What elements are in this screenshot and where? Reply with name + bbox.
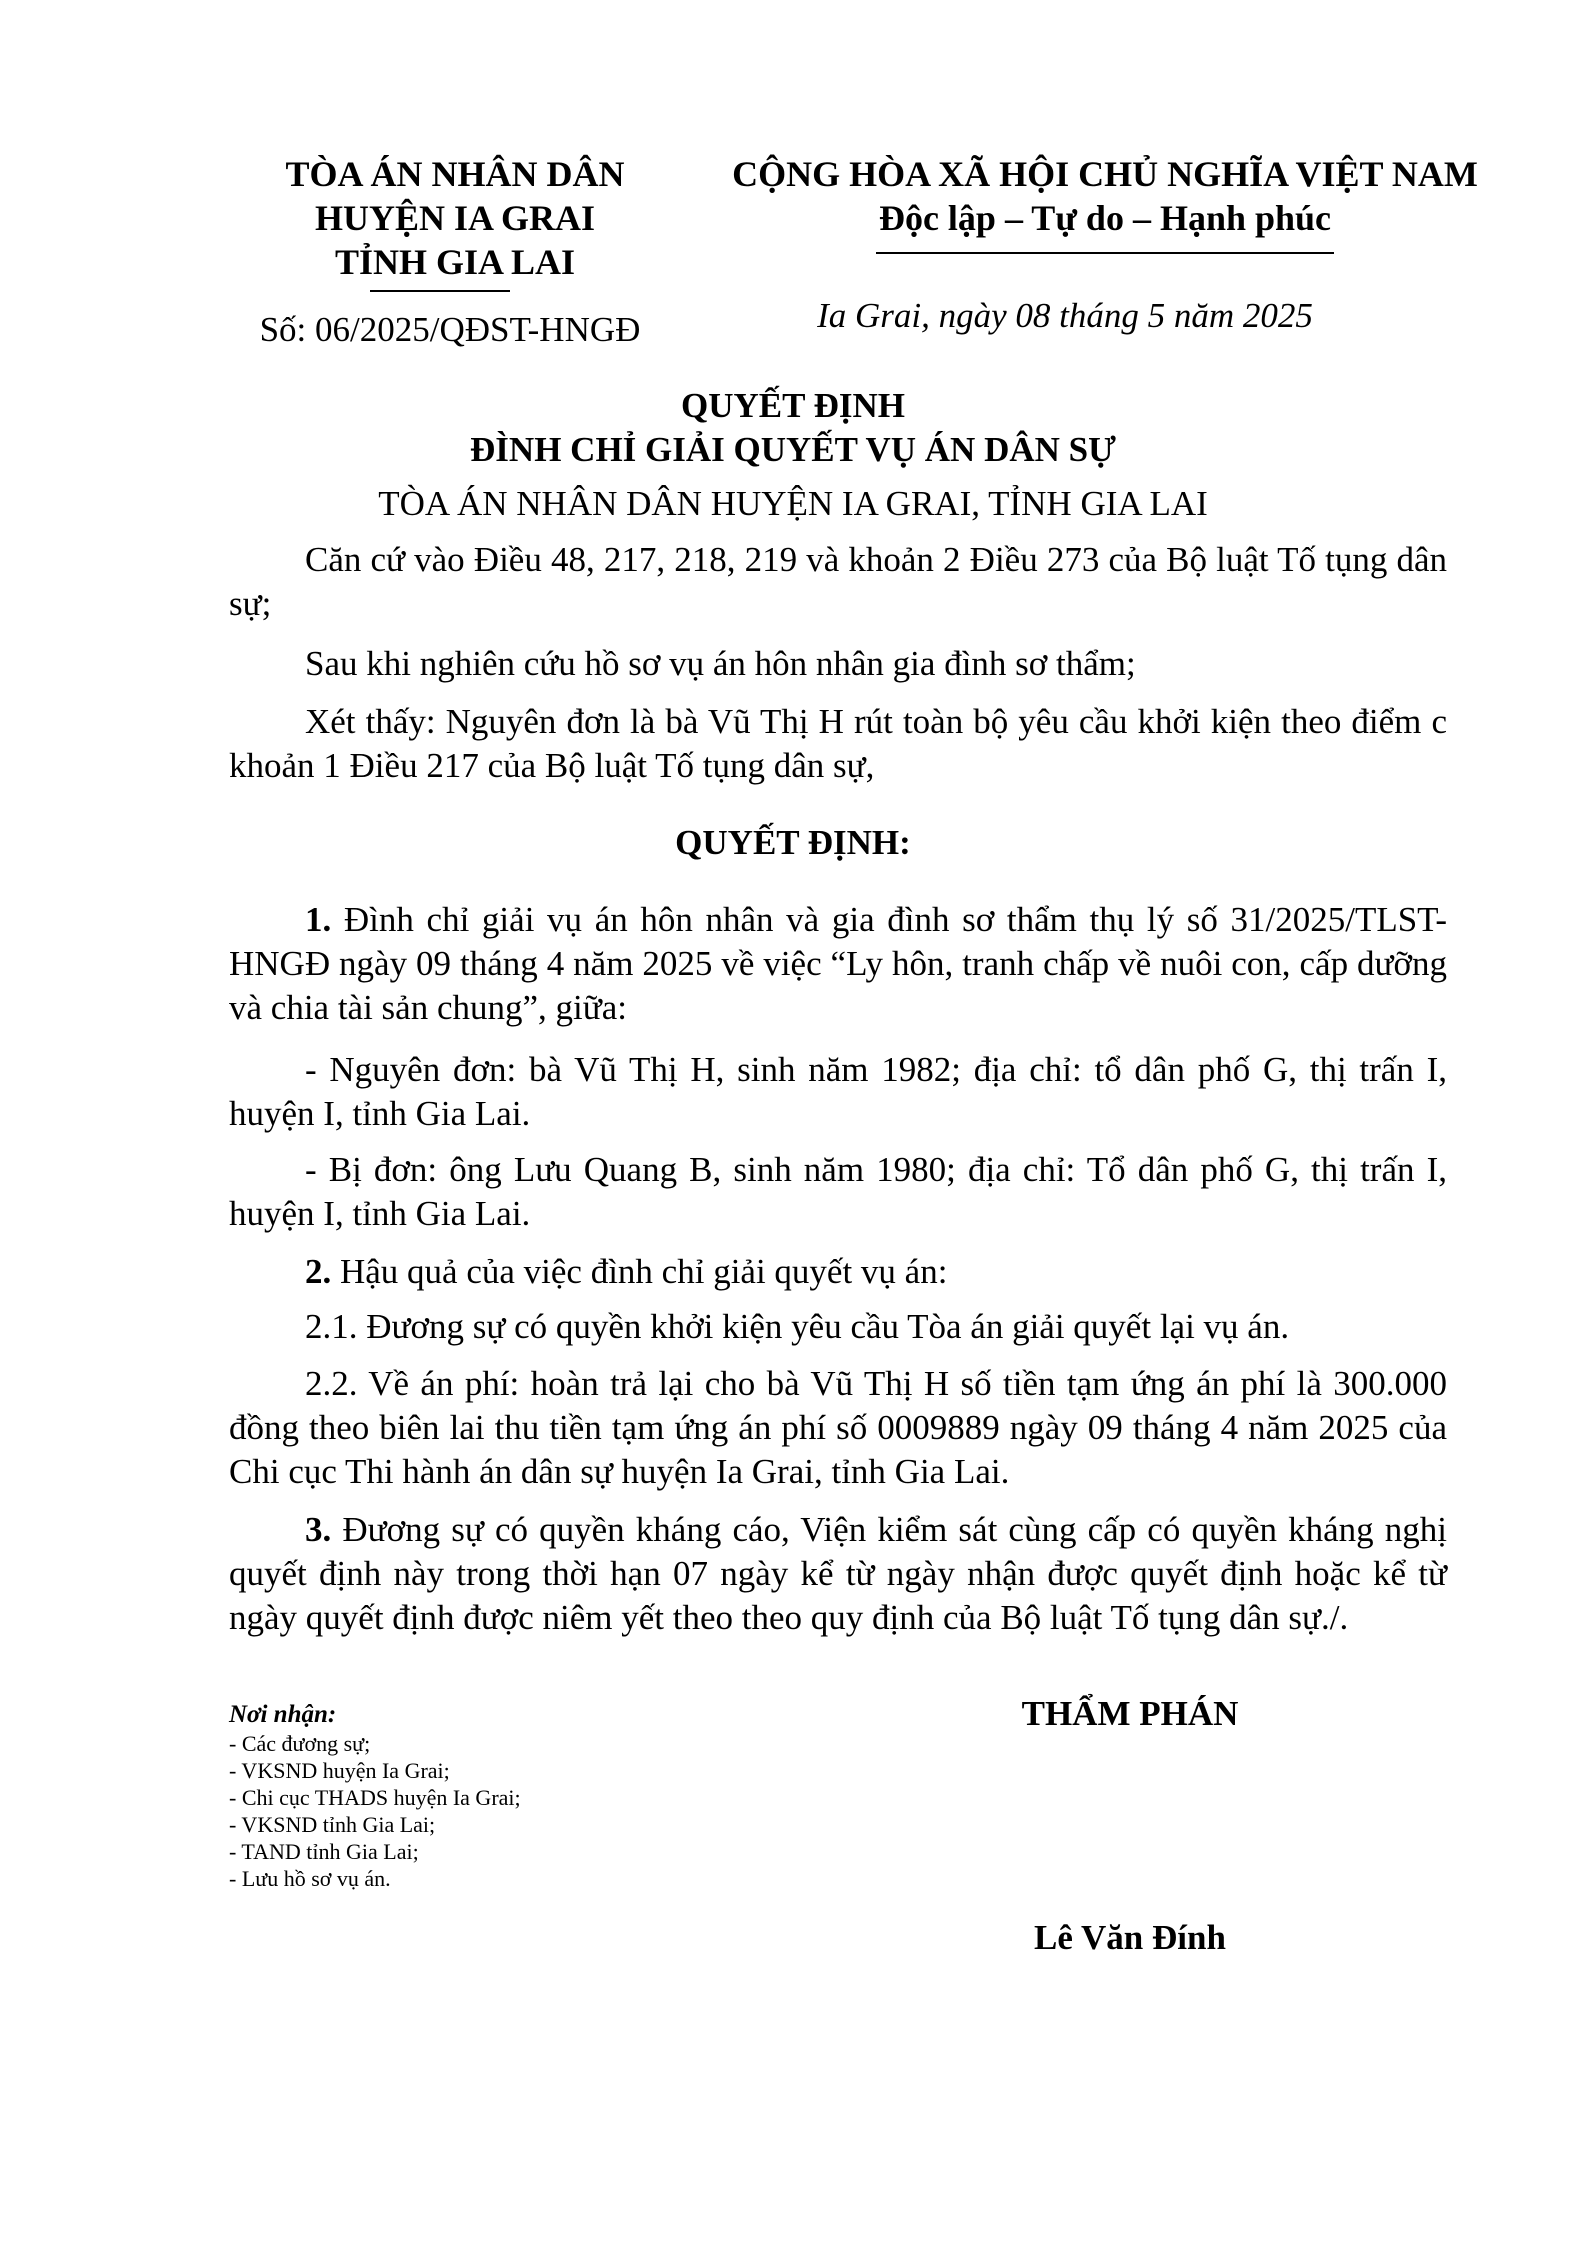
national-motto: Độc lập – Tự do – Hạnh phúc — [878, 198, 1332, 238]
case-number: Số: 06/2025/QĐST-HNGĐ — [259, 310, 641, 349]
item-3-number: 3. — [305, 1510, 332, 1549]
court-name-line-3: TỈNH GIA LAI — [334, 242, 576, 282]
recipient-item: - Chi cục THADS huyện Ia Grai; — [229, 1785, 521, 1810]
decision-title-line-2: ĐÌNH CHỈ GIẢI QUYẾT VỤ ÁN DÂN SỰ — [470, 430, 1116, 469]
court-authority: TÒA ÁN NHÂN DÂN HUYỆN IA GRAI, TỈNH GIA LAI — [378, 484, 1208, 523]
court-underline — [370, 290, 510, 292]
decision-item-2 — [229, 1250, 1447, 1294]
court-name-line-2: HUYỆN IA GRAI — [314, 198, 596, 238]
court-name-block — [205, 152, 705, 284]
judge-title: THẨM PHÁN — [1021, 1694, 1239, 1733]
court-name-line-1: TÒA ÁN NHÂN DÂN — [285, 154, 625, 194]
motto-underline — [876, 252, 1334, 254]
decide-heading: QUYẾT ĐỊNH: — [675, 823, 911, 862]
judge-name: Lê Văn Đính — [1034, 1918, 1226, 1957]
item-1-text: Đình chỉ giải vụ án hôn nhân và gia đình sơ thẩm thụ lý số 31/2025/TLST-HNGĐ ngày 09 tháng 4 năm 2025 về việc “Ly hôn, tranh chấp về nuôi con, cấp dưỡng và chia tài sản chung”, giữa: — [229, 900, 1447, 1027]
item-2-number: 2. — [305, 1252, 332, 1291]
case-review-paragraph: Sau khi nghiên cứu hồ sơ vụ án hôn nhân gia đình sơ thẩm; — [305, 644, 1136, 683]
recipient-item: - Lưu hồ sơ vụ án. — [229, 1866, 391, 1891]
place-and-date: Ia Grai, ngày 08 tháng 5 năm 2025 — [817, 296, 1313, 335]
decision-title-line-1: QUYẾT ĐỊNH — [681, 386, 905, 425]
country-name: CỘNG HÒA XÃ HỘI CHỦ NGHĨA VIỆT NAM — [732, 154, 1478, 194]
recipient-item: - Các đương sự; — [229, 1731, 371, 1756]
legal-basis-paragraph: Căn cứ vào Điều 48, 217, 218, 219 và khoản 2 Điều 273 của Bộ luật Tố tụng dân sự; — [229, 540, 1447, 623]
decision-item-2-1: 2.1. Đương sự có quyền khởi kiện yêu cầu Tòa án giải quyết lại vụ án. — [305, 1307, 1290, 1346]
decision-title — [0, 384, 1586, 472]
item-2-text: Hậu quả của việc đình chỉ giải quyết vụ án: — [340, 1252, 948, 1291]
recipients-block — [229, 1700, 689, 1892]
recipient-item: - TAND tỉnh Gia Lai; — [229, 1839, 419, 1864]
national-header-block — [680, 152, 1530, 240]
decision-item-2-2: 2.2. Về án phí: hoàn trả lại cho bà Vũ Thị H số tiền tạm ứng án phí là 300.000 đồng theo biên lai thu tiền tạm ứng án phí số 0009889 ngày 09 tháng 4 năm 2025 của Chi cục Thi hành án dân sự huyện Ia Grai, tỉnh Gia Lai. — [229, 1364, 1447, 1491]
recipient-item: - VKSND tỉnh Gia Lai; — [229, 1812, 436, 1837]
recipients-title: Nơi nhận: — [229, 1701, 337, 1728]
decision-item-3 — [229, 1508, 1447, 1640]
plaintiff-paragraph: - Nguyên đơn: bà Vũ Thị H, sinh năm 1982; địa chỉ: tổ dân phố G, thị trấn I, huyện I, tỉnh Gia Lai. — [229, 1050, 1447, 1133]
decision-item-1 — [229, 898, 1447, 1030]
finding-paragraph: Xét thấy: Nguyên đơn là bà Vũ Thị H rút toàn bộ yêu cầu khởi kiện theo điểm c khoản 1 Điều 217 của Bộ luật Tố tụng dân sự, — [229, 702, 1447, 785]
item-3-text: Đương sự có quyền kháng cáo, Viện kiểm sát cùng cấp có quyền kháng nghị quyết định này trong thời hạn 07 ngày kể từ ngày nhận được quyết định hoặc kể từ ngày quyết định được niêm yết theo theo quy định của Bộ luật Tố tụng dân sự./. — [229, 1510, 1447, 1637]
item-1-number: 1. — [305, 900, 332, 939]
defendant-paragraph: - Bị đơn: ông Lưu Quang B, sinh năm 1980; địa chỉ: Tổ dân phố G, thị trấn I, huyện I, tỉnh Gia Lai. — [229, 1150, 1447, 1233]
recipient-item: - VKSND huyện Ia Grai; — [229, 1758, 450, 1783]
